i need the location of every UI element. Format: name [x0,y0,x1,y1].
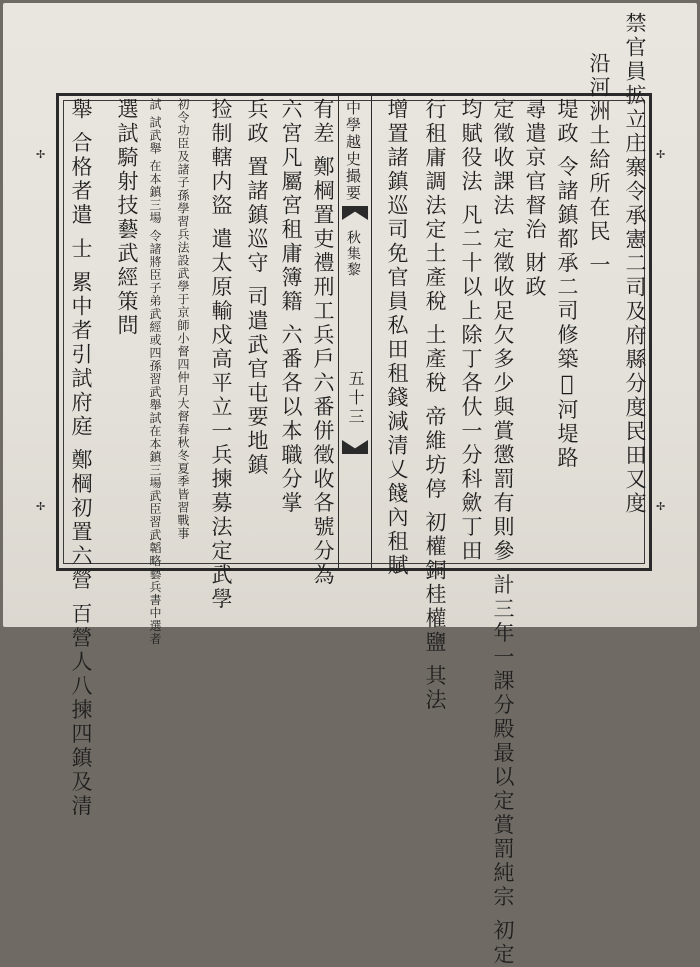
book-title: 中學越史撮要 [344,100,362,202]
page-number: 五十三 [346,370,365,427]
right-col-8: 增置諸鎮巡司免官員私田租錢減清乂餞內租賦 [385,98,409,578]
right-col-7: 行租庸調法定土產稅 土產稅 帝維坊停 初權銅桂權鹽 其法 [423,98,447,713]
volume-label: 秋集黎 [345,230,361,278]
left-col-2: 六宮凡屬宮租庸簿籍 六番各以本職分掌 [279,98,303,516]
left-col-7: 選試騎射技藝武經策問 [115,98,139,338]
right-col-2: 沿河洲土給所在民 一 [587,52,611,278]
margin-mark-right: ✢ [656,148,666,161]
right-col-1: 禁官員拡立庄寨令承憲二司及府縣分度民田又度 [623,12,647,516]
left-col-3: 兵政 置諸鎮巡守 司遣武官屯要地鎮 [245,98,269,478]
right-col-4: 尋遣京官督治 財政 [523,98,547,300]
margin-mark-left: ✢ [36,148,46,161]
right-col-3: 堤政 令諸鎮都承二司修築𤇮河堤路 [555,98,579,471]
right-col-6: 均賦役法 凡二十以上除丁各㐲一分科歛丁田 [459,98,483,564]
margin-mark-bottom-right: ✢ [656,500,666,513]
right-col-5: 定徵收課法 定徵收足欠多少與賞懲罰有則參 計三年一課分殿最以定賞罰純宗 初定 [491,98,515,967]
left-col-5: 初令功臣及諸子孫學習兵法設武學于京師小督四仲月大督春秋冬夏季皆習戰事 [176,98,190,540]
margin-mark-bottom-left: ✢ [36,500,46,513]
left-col-6: 試 試武舉 在本鎮三場 令諸將臣子弟武經或四孫習武舉試在本鎮三場武臣習武韜略藝兵書中選者 [148,98,162,646]
left-col-4: 捡制轄内盜 遣太原輸戍高平立一兵揀募法定武學 [209,98,233,612]
left-col-8: 舉 合格者遣 士 累中者引試府庭 鄭棡初置六營 百營人八揀四鎮及清 [69,98,93,819]
left-col-1: 有差 鄭棡置吏禮刑工兵戶六番併徵收各號分為 [311,98,335,588]
